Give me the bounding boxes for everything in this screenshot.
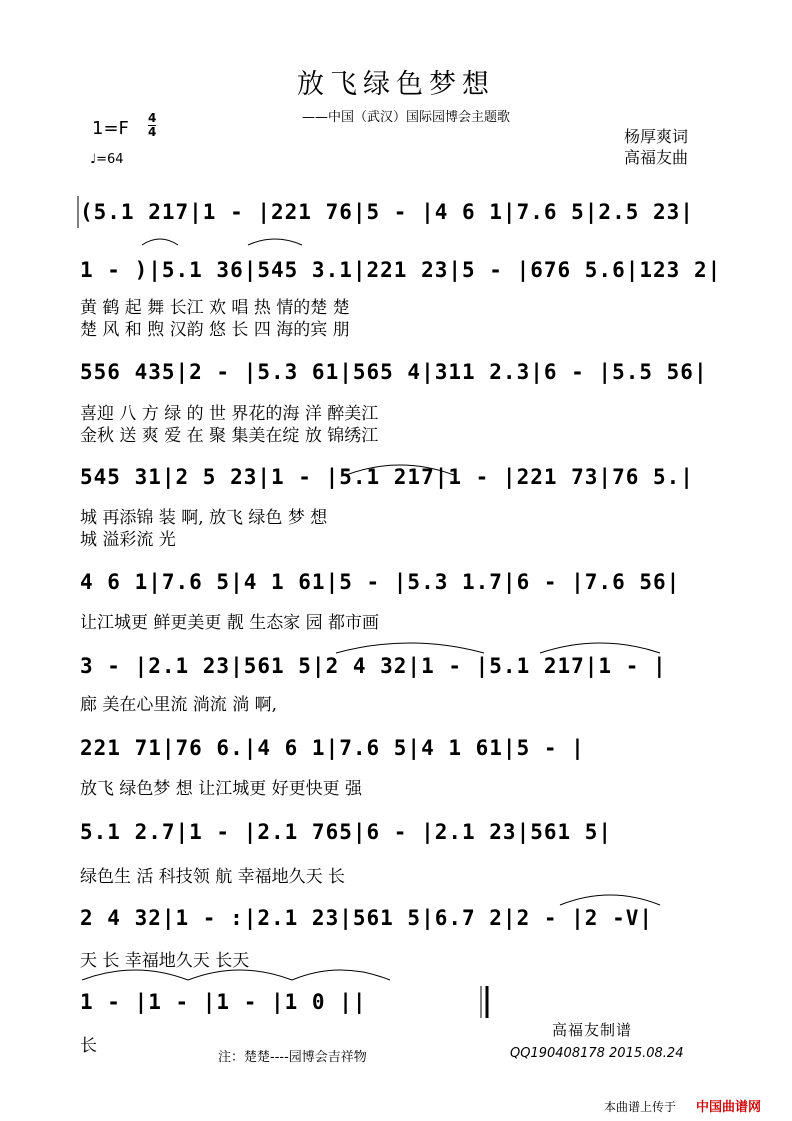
date-stamp: QQ190408178 2015.08.24	[510, 1046, 684, 1061]
notation-line-3: 556 435|2 - |5.3 61|565 4|311 2.3|6 - |5.5 56|	[80, 360, 708, 384]
lyric-line-3b: 金秋 送 爽 爱 在 聚 集美在绽 放 锦绣江	[80, 426, 379, 446]
lyric-line-4b: 城 溢彩流 光	[80, 530, 176, 550]
lyric-line-9: 天 长 幸福地久天 长天	[80, 951, 250, 971]
site-logo[interactable]: 中国曲谱网	[696, 1100, 762, 1115]
notation-line-2: 1 - )|5.1 36|545 3.1|221 23|5 - |676 5.6|123 2|	[80, 258, 722, 282]
lyric-line-2a: 黄 鹤 起 舞 长江 欢 唱 热 情的楚 楚	[80, 298, 350, 318]
arranger-credit: 高福友制谱	[552, 1021, 633, 1039]
lyric-line-3a: 喜迎 八 方 绿 的 世 界花的海 洋 醉美江	[80, 404, 379, 424]
time-signature	[148, 112, 156, 139]
composer-credit: 高福友曲	[624, 148, 689, 167]
notation-line-6: 3 - |2.1 23|561 5|2 4 32|1 - |5.1 217|1 - |	[80, 654, 667, 678]
notation-line-5: 4 6 1|7.6 5|4 1 61|5 - |5.3 1.7|6 - |7.6 56|	[80, 570, 681, 594]
notation-line-10: 1 - |1 - |1 - |1 0 ||	[80, 990, 367, 1014]
notation-line-7: 221 71|76 6.|4 6 1|7.6 5|4 1 61|5 - |	[80, 736, 585, 760]
upload-text: 本曲谱上传于	[604, 1100, 677, 1114]
lyric-line-4a: 城 再添锦 装 啊, 放飞 绿色 梦 想	[80, 508, 328, 528]
lyric-line-2b: 楚 风 和 煦 汉韵 悠 长 四 海的宾 朋	[80, 320, 350, 340]
notation-line-9: 2 4 32|1 - :|2.1 23|561 5|6.7 2|2 - |2 -V|	[80, 906, 654, 930]
footnote: 注：楚楚----园博会吉祥物	[218, 1050, 367, 1065]
notation-line-4: 545 31|2 5 23|1 - |5.1 217|1 - |221 73|76 5.|	[80, 465, 694, 489]
song-title: 放飞绿色梦想	[297, 69, 495, 100]
lyricist-credit: 杨厚爽词	[624, 127, 689, 146]
notation-line-8: 5.1 2.7|1 - |2.1 765|6 - |2.1 23|561 5|	[80, 820, 613, 844]
time-signature-top: 4	[148, 111, 157, 125]
lyric-line-5: 让江城更 鲜更美更 靓 生态家 园 都市画	[80, 613, 380, 633]
lyric-line-6: 廊 美在心里流 淌流 淌 啊,	[80, 695, 278, 715]
song-subtitle: ——中国（武汉）国际园博会主题歌	[301, 110, 510, 125]
lyric-line-8: 绿色生 活 科技领 航 幸福地久天 长	[80, 867, 346, 887]
time-signature-bottom: 4	[148, 125, 157, 139]
tempo-mark: ♩=64	[90, 152, 124, 167]
lyric-line-7: 放飞 绿色梦 想 让江城更 好更快更 强	[80, 779, 363, 799]
lyric-line-10: 长	[80, 1036, 97, 1056]
notation-line-1: (5.1 217|1 - |221 76|5 - |4 6 1|7.6 5|2.5 23|	[80, 200, 694, 224]
key-signature: 1=F	[92, 118, 129, 139]
